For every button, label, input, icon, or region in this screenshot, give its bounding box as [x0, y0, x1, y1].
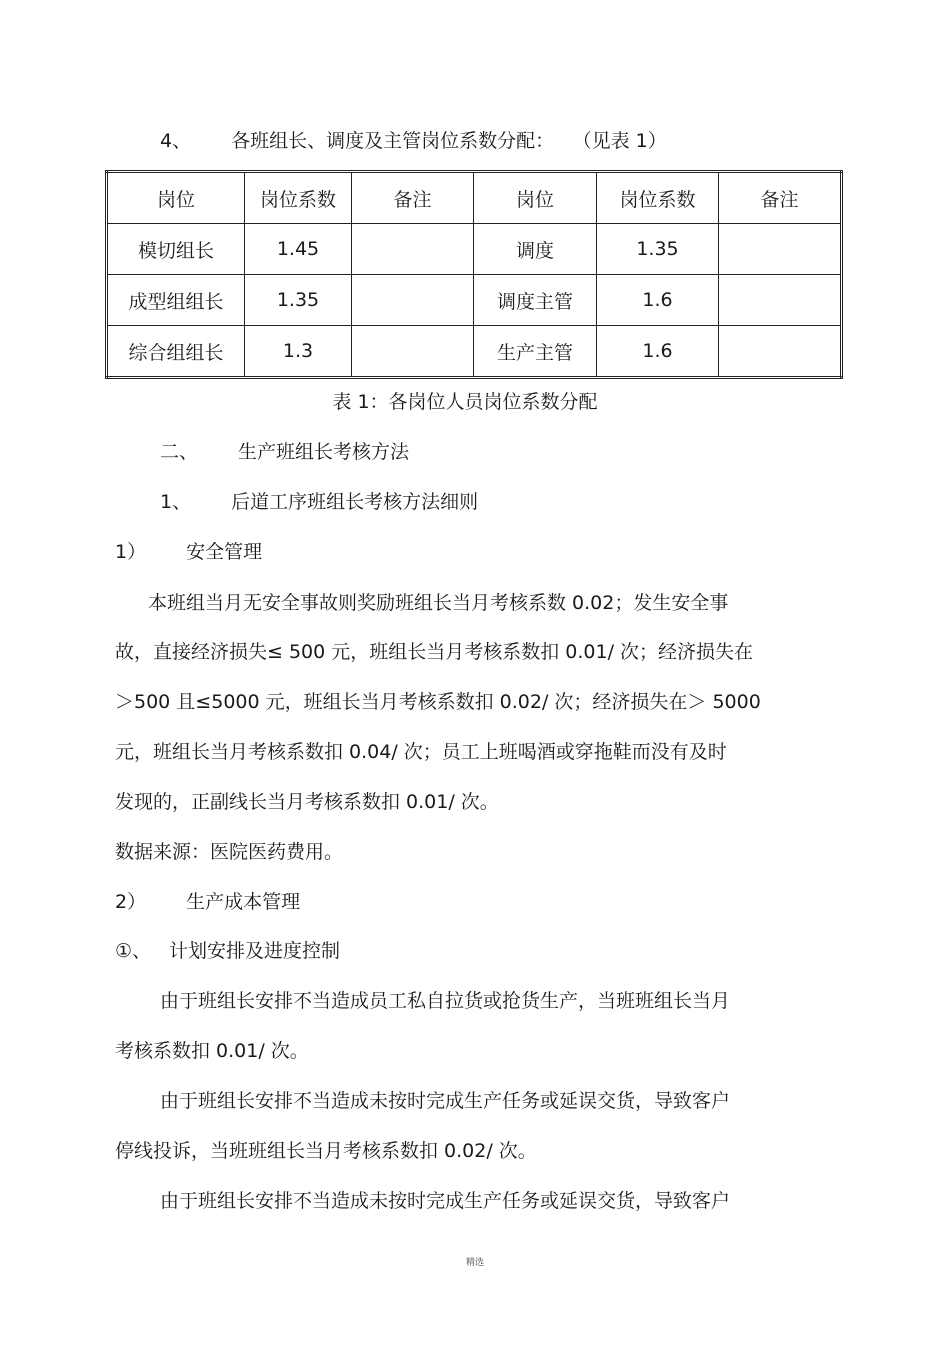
item-title: 生产成本管理	[186, 891, 301, 913]
paragraph-line: ＞500 且≤5000 元，班组长当月考核系数扣 0.02/ 次；经济损失在＞ 5000	[115, 691, 761, 713]
paragraph-line: 停线投诉，当班班组长当月考核系数扣 0.02/ 次。	[115, 1140, 537, 1162]
table-cell: 1.35	[245, 275, 352, 326]
subsection-1-heading	[160, 489, 478, 515]
section-title: 生产班组长考核方法	[238, 441, 410, 463]
table-cell: 模切组长	[107, 224, 245, 275]
table-reference: （见表 1）	[582, 130, 667, 152]
section-number: 4、	[160, 130, 192, 152]
header-cell: 备注	[352, 172, 474, 224]
table-cell	[719, 275, 842, 326]
section-title: 后道工序班组长考核方法细则	[231, 491, 479, 513]
table-cell: 1.6	[597, 326, 719, 378]
header-cell: 岗位	[474, 172, 597, 224]
table-caption: 表 1：各岗位人员岗位系数分配	[332, 391, 598, 413]
table-row	[107, 275, 842, 326]
table-cell	[352, 326, 474, 378]
table-cell	[352, 275, 474, 326]
paragraph-line: 由于班组长安排不当造成未按时完成生产任务或延误交货，导致客户	[160, 1090, 731, 1112]
item-number: 2）	[115, 891, 147, 913]
table-cell: 1.45	[245, 224, 352, 275]
header-cell: 岗位	[107, 172, 245, 224]
subitem-title: 计划安排及进度控制	[169, 940, 341, 962]
paragraph-line: 发现的，正副线长当月考核系数扣 0.01/ 次。	[115, 791, 499, 813]
paragraph-line: 由于班组长安排不当造成未按时完成生产任务或延误交货，导致客户	[160, 1190, 731, 1212]
table-row	[107, 224, 842, 275]
section-number: 二、	[160, 441, 199, 463]
table-cell: 调度	[474, 224, 597, 275]
paragraph-line: 故，直接经济损失≤ 500 元，班组长当月考核系数扣 0.01/ 次；经济损失在	[115, 641, 754, 663]
table-cell: 生产主管	[474, 326, 597, 378]
section-2-heading	[160, 439, 409, 465]
table-cell: 综合组组长	[107, 326, 245, 378]
item-number: 1）	[115, 541, 147, 563]
table-cell: 1.35	[597, 224, 719, 275]
paragraph-line: 元，班组长当月考核系数扣 0.04/ 次；员工上班喝酒或穿拖鞋而没有及时	[115, 741, 727, 763]
table-cell: 1.6	[597, 275, 719, 326]
data-source-line: 数据来源：医院医药费用。	[115, 841, 344, 863]
page-footer: 精选	[465, 1258, 484, 1268]
section-title: 各班组长、调度及主管岗位系数分配：	[231, 130, 555, 152]
item-1-heading	[115, 539, 262, 565]
table-cell	[352, 224, 474, 275]
table-cell	[719, 326, 842, 378]
table-cell: 1.3	[245, 326, 352, 378]
coefficient-table	[105, 170, 843, 379]
table-row	[107, 326, 842, 378]
paragraph-line: 本班组当月无安全事故则奖励班组长当月考核系数 0.02；发生安全事	[148, 592, 729, 614]
header-cell: 岗位系数	[245, 172, 352, 224]
subitem-1-heading	[115, 938, 340, 964]
item-2-heading	[115, 889, 300, 915]
header-cell: 备注	[719, 172, 842, 224]
subitem-number: ①、	[115, 940, 152, 962]
table-cell: 调度主管	[474, 275, 597, 326]
section-number: 1、	[160, 491, 192, 513]
table-cell: 成型组组长	[107, 275, 245, 326]
item-title: 安全管理	[186, 541, 263, 563]
table-header-row	[107, 172, 842, 224]
table-cell	[719, 224, 842, 275]
header-cell: 岗位系数	[597, 172, 719, 224]
paragraph-line: 由于班组长安排不当造成员工私自拉货或抢货生产，当班班组长当月	[160, 990, 731, 1012]
paragraph-line: 考核系数扣 0.01/ 次。	[115, 1040, 309, 1062]
section-4-heading	[160, 128, 667, 154]
